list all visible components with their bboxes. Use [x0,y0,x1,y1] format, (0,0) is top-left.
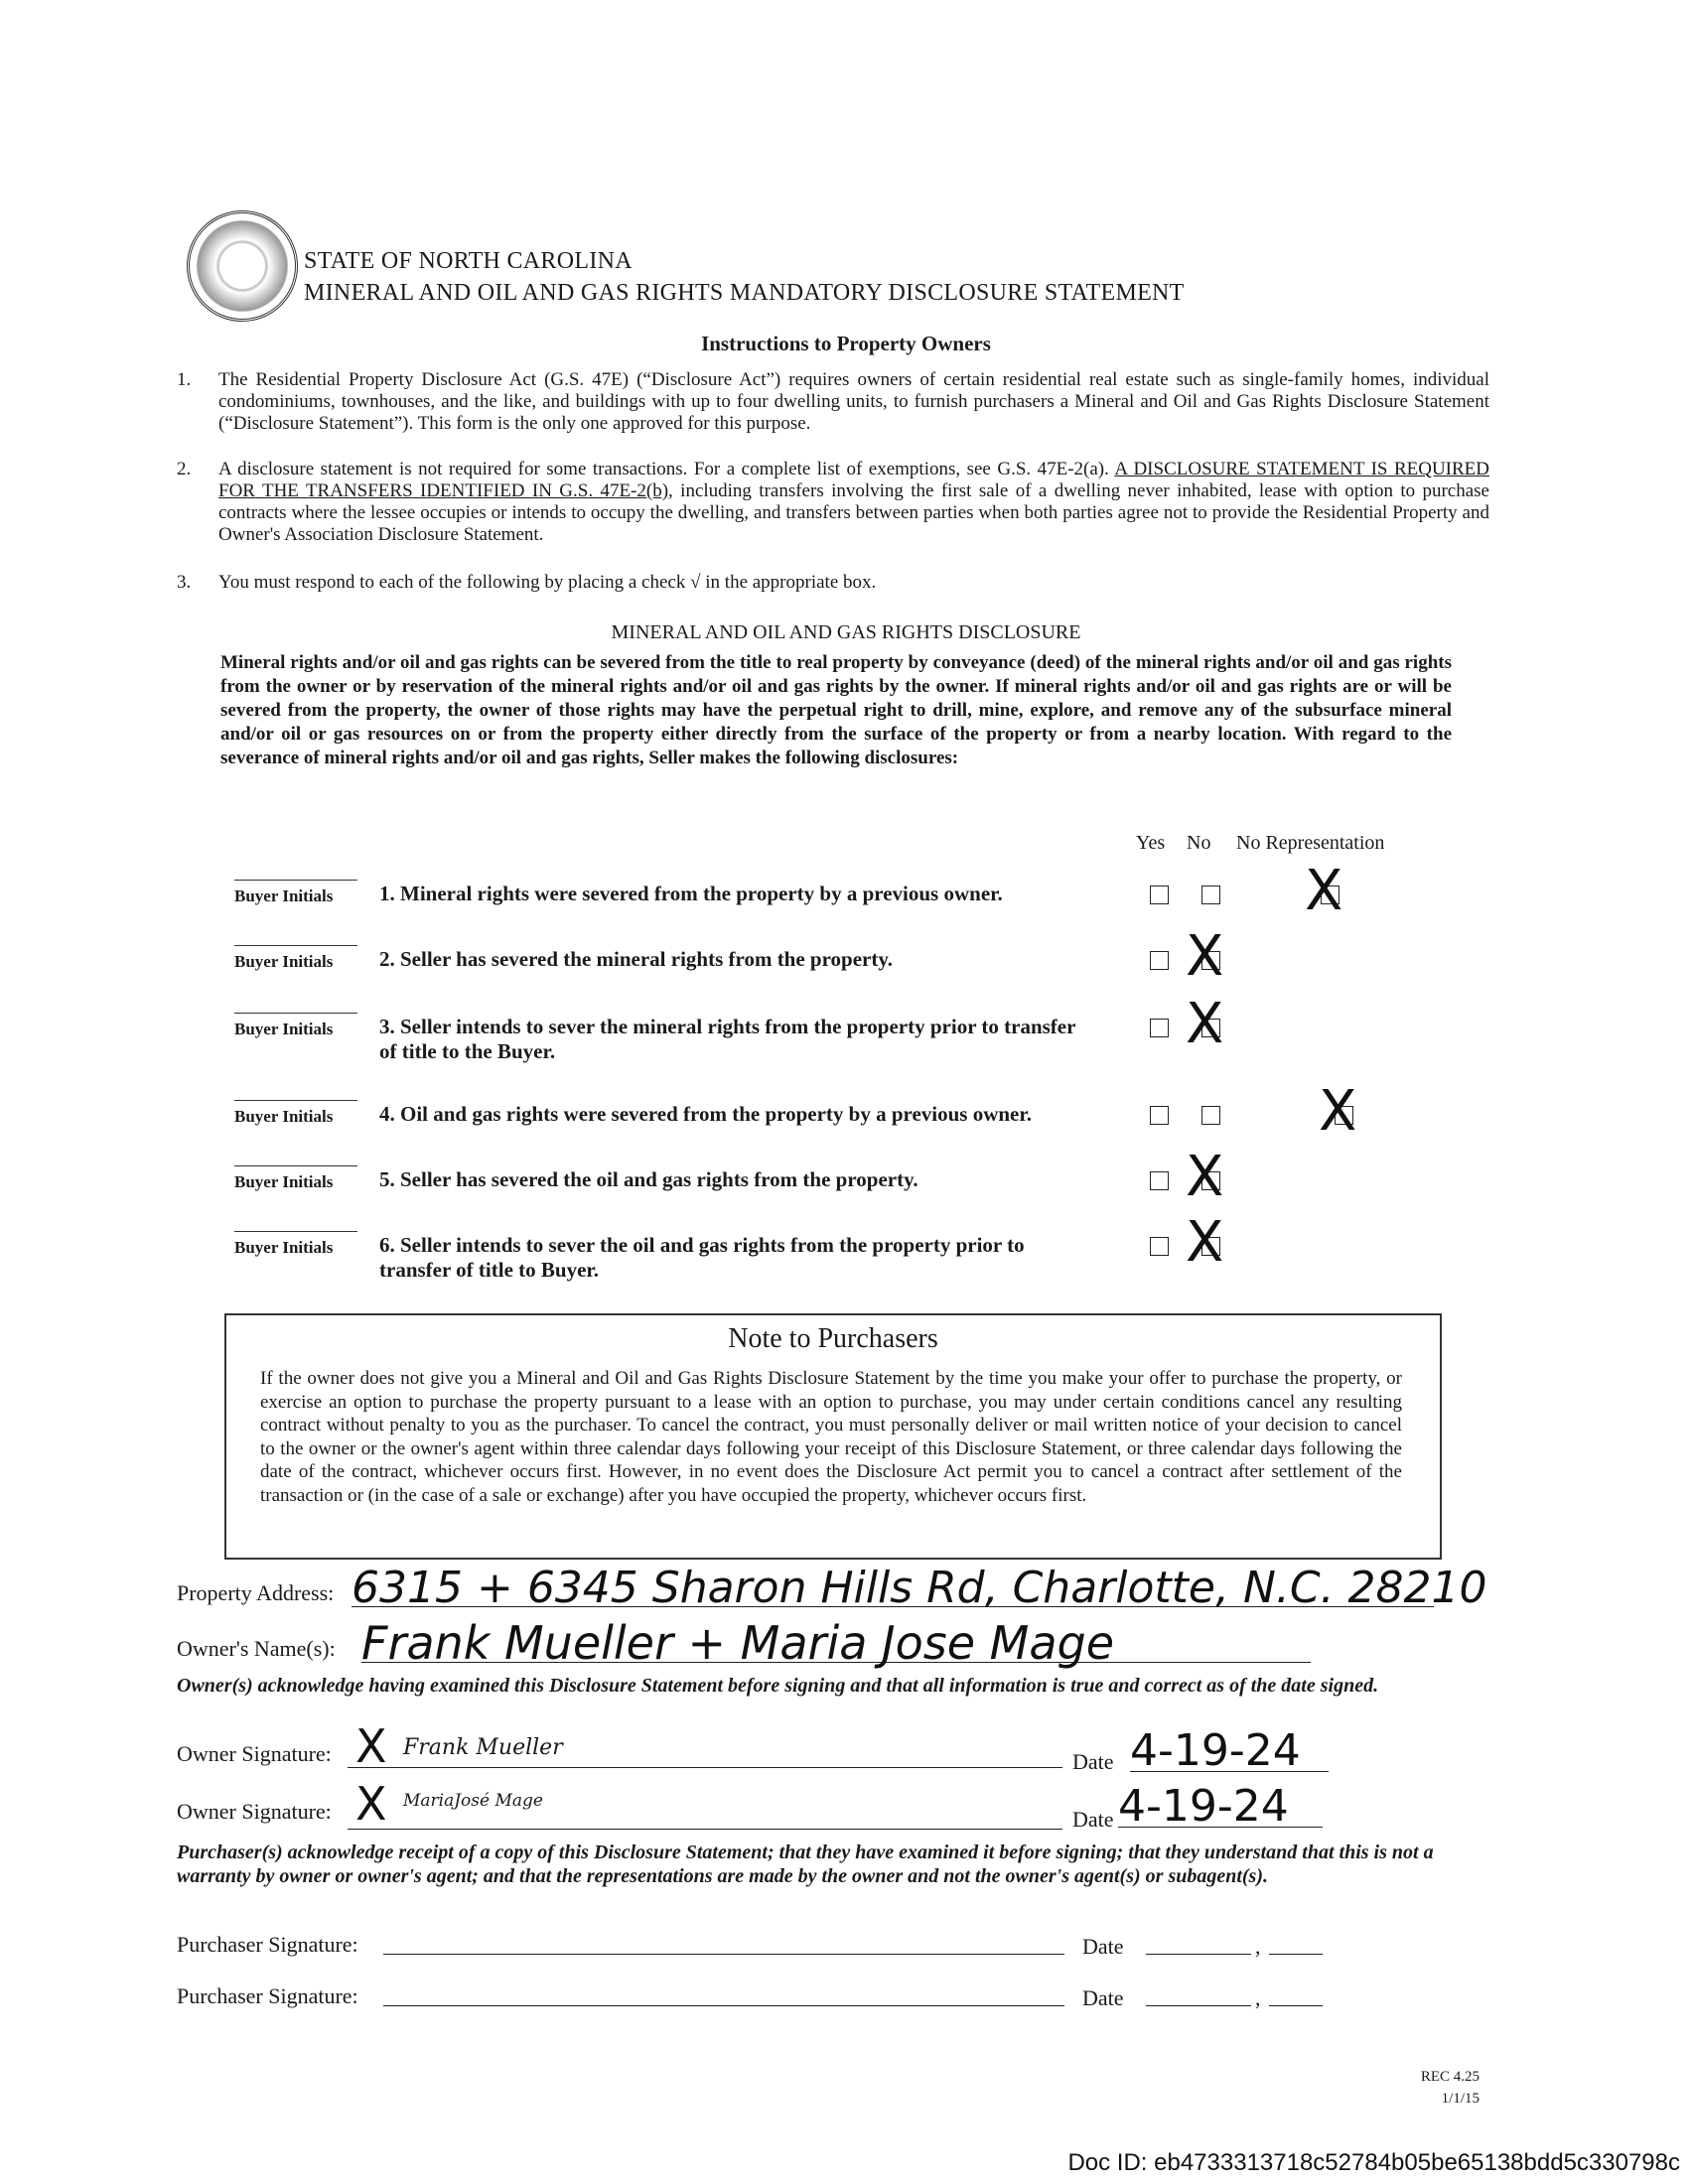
disclosure-question: 2. Seller has severed the mineral rights from the property. [379,947,893,971]
owner-signature-label-1: Owner Signature: [177,1741,332,1766]
doc-id: Doc ID: eb4733313718c52784b05be65138bdd5c330798c [1067,2149,1680,2176]
buyer-initials-field[interactable]: Buyer Initials [234,1013,357,1039]
owner-date-1: 4-19-24 [1130,1725,1301,1776]
owner-signature-1: Frank Mueller [403,1735,563,1760]
check-mark-icon: X [1319,1079,1357,1144]
disclosure-question: 6. Seller intends to sever the oil and gas rights from the property prior to transfer of title to Buyer. [379,1233,1025,1282]
owners-name-value: Frank Mueller + Maria Jose Mage [361,1616,1115,1670]
col-header-no: No [1187,832,1211,854]
note-to-purchasers-box [224,1313,1442,1560]
yes-checkbox[interactable] [1150,1237,1169,1256]
purchaser-date-field-1[interactable] [1146,1930,1251,1955]
date-label: Date [1072,1807,1114,1832]
instruction-num: 3. [177,572,192,593]
purchaser-year-field-2[interactable] [1269,1981,1323,2006]
instruction-text: The Residential Property Disclosure Act (G.S. 47E) (“Disclosure Act”) requires owners of certain residential real estate such as single-family homes, individual condominiums, townhouses, and the like, and buildings with up to four dwelling units, to furnish purchasers a Mineral and Oil and Gas Rights Disclosure Statement (“Disclosure Statement”). This form is the only one approved for this purpose. [218,369,1489,434]
form-date: 1/1/15 [1441,2091,1480,2107]
purchaser-year-field-1[interactable] [1269,1930,1323,1955]
no-checkbox[interactable] [1201,886,1220,904]
instruction-item-2 [177,459,1487,568]
instruction-text [218,459,1489,546]
instruction-text: You must respond to each of the following by placing a check √ in the appropriate box. [218,572,877,593]
instruction-text-pre: A disclosure statement is not required for some transactions. For a complete list of exemptions, see G.S. 47E-2(a). [218,459,1115,479]
purchaser-date-field-2[interactable] [1146,1981,1251,2006]
owner-signature-field-1[interactable] [348,1719,1062,1773]
state-seal-logo [187,210,298,322]
buyer-initials-field[interactable]: Buyer Initials [234,880,357,906]
purchaser-signature-label-2: Purchaser Signature: [177,1983,358,2008]
date-label: Date [1082,1934,1124,1959]
check-mark-icon: X [1305,859,1343,923]
sign-here-x-icon: X [355,1719,387,1773]
sign-here-x-icon: X [355,1777,387,1831]
instructions-title: Instructions to Property Owners [701,332,991,355]
buyer-initials-field[interactable]: Buyer Initials [234,945,357,972]
property-address-value: 6315 + 6345 Sharon Hills Rd, Charlotte, N.C. 28210 [352,1563,1487,1613]
col-header-no-representation: No Representation [1236,832,1385,854]
disclosure-row-1 [234,859,1466,939]
col-header-yes: Yes [1136,832,1166,854]
disclosure-row-5 [234,1145,1466,1225]
instruction-num: 1. [177,369,192,390]
disclosure-question: 4. Oil and gas rights were severed from the property by a previous owner. [379,1102,1033,1126]
purchaser-signature-field-1[interactable] [383,1930,1064,1955]
disclosure-question: 5. Seller has severed the oil and gas rights from the property. [379,1167,918,1191]
disclosure-question: 1. Mineral rights were severed from the property by a previous owner. [379,882,1003,905]
date-separator: , [1255,1934,1261,1959]
owner-signature-2: MariaJosé Mage [403,1791,543,1811]
date-label: Date [1082,1985,1124,2010]
purchaser-signature-label-1: Purchaser Signature: [177,1932,358,1957]
no-checkbox[interactable] [1201,1106,1220,1125]
form-code: REC 4.25 [1420,2069,1480,2085]
date-separator: , [1255,1985,1261,2010]
yes-checkbox[interactable] [1150,951,1169,970]
property-address-label: Property Address: [177,1580,335,1605]
purchaser-signature-field-2[interactable] [383,1981,1064,2006]
owner-date-field-2[interactable] [1118,1781,1323,1832]
disclosure-row-4 [234,1079,1466,1160]
owners-name-field[interactable] [361,1616,1311,1670]
disclosure-row-3 [234,992,1466,1072]
disclosure-row-2 [234,924,1466,1005]
property-address-field[interactable] [352,1563,1487,1613]
date-label: Date [1072,1749,1114,1774]
instruction-num: 2. [177,459,192,479]
check-mark-icon: X [1186,1210,1224,1275]
check-mark-icon: X [1186,992,1224,1056]
owner-acknowledgement: Owner(s) acknowledge having examined this Disclosure Statement before signing and that all information is true and correct as of the date signed. [177,1675,1379,1697]
owner-signature-label-2: Owner Signature: [177,1799,332,1824]
owners-name-label: Owner's Name(s): [177,1636,336,1661]
instruction-text-underlined: A DISCLOSURE STATEMENT IS REQUIRED FOR THE TRANSFERS IDENTIFIED IN G.S. 47E-2(b) [218,459,1489,501]
buyer-initials-field[interactable]: Buyer Initials [234,1231,357,1258]
disclosure-title: MINERAL AND OIL AND GAS RIGHTS DISCLOSURE [611,621,1081,643]
buyer-initials-field[interactable]: Buyer Initials [234,1100,357,1127]
buyer-initials-field[interactable]: Buyer Initials [234,1165,357,1192]
disclosure-text: Mineral rights and/or oil and gas rights can be severed from the title to real property by conveyance (deed) of the mineral rights and/or oil and gas rights from the owner or by reservation of the mineral rights and/or oil and gas rights by the owner. If mineral rights and/or oil and gas rights are or will be severed from the property, the owner of those rights may have the perpetual right to drill, mine, explore, and remove any of the subsurface mineral and/or oil or gas resources on or from the property either directly from the surface of the property or from a nearby location. With regard to the severance of mineral rights and/or oil and gas rights, Seller makes the following disclosures: [220,652,1452,768]
yes-checkbox[interactable] [1150,1106,1169,1125]
instruction-text-post: , including transfers involving the first sale of a dwelling never inhabited, lease with option to purchase contracts where the lessee occupies or intends to occupy the dwelling, and transfers between parties when both parties agree not to provide the Residential Property and Owner's Association Disclosure Statement. [218,480,1489,545]
disclosure-question: 3. Seller intends to sever the mineral rights from the property prior to transfer of title to the Buyer. [379,1015,1076,1063]
disclosure-row-6 [234,1210,1466,1291]
yes-checkbox[interactable] [1150,1019,1169,1037]
check-mark-icon: X [1186,924,1224,989]
owner-date-field-1[interactable] [1130,1725,1329,1776]
yes-checkbox[interactable] [1150,1171,1169,1190]
instruction-item-1 [177,369,1487,439]
owner-signature-field-2[interactable] [348,1777,1062,1831]
yes-checkbox[interactable] [1150,886,1169,904]
instruction-item-3 [177,572,1487,596]
owner-date-2: 4-19-24 [1118,1781,1289,1832]
note-text: If the owner does not give you a Mineral and Oil and Gas Rights Disclosure Statement by the time you make your offer to purchase the property, or exercise an option to purchase the property pursuant to a lease with an option to purchase, you may under certain conditions cancel any resulting contract without penalty to you as the purchaser. To cancel the contract, you must personally deliver or mail written notice of your decision to cancel to the owner or the owner's agent within three calendar days following your receipt of this Disclosure Statement, or three calendar days following the date of the contract, whichever occurs first. However, in no event does the Disclosure Act permit you to cancel a contract after settlement of the transaction or (in the case of a sale or exchange) after you have occupied the property, whichever occurs first. [260,1368,1402,1506]
check-mark-icon: X [1186,1145,1224,1209]
header-state: STATE OF NORTH CAROLINA [304,248,633,274]
note-title: Note to Purchasers [728,1323,938,1354]
purchaser-acknowledgement: Purchaser(s) acknowledge receipt of a copy of this Disclosure Statement; that they have examined it before signing; that they understand that this is not a warranty by owner or owner's agent; and that the representations are made by the owner and not the owner's agent(s) or subagent(s). [177,1842,1434,1887]
header-title: MINERAL AND OIL AND GAS RIGHTS MANDATORY DISCLOSURE STATEMENT [304,280,1185,306]
